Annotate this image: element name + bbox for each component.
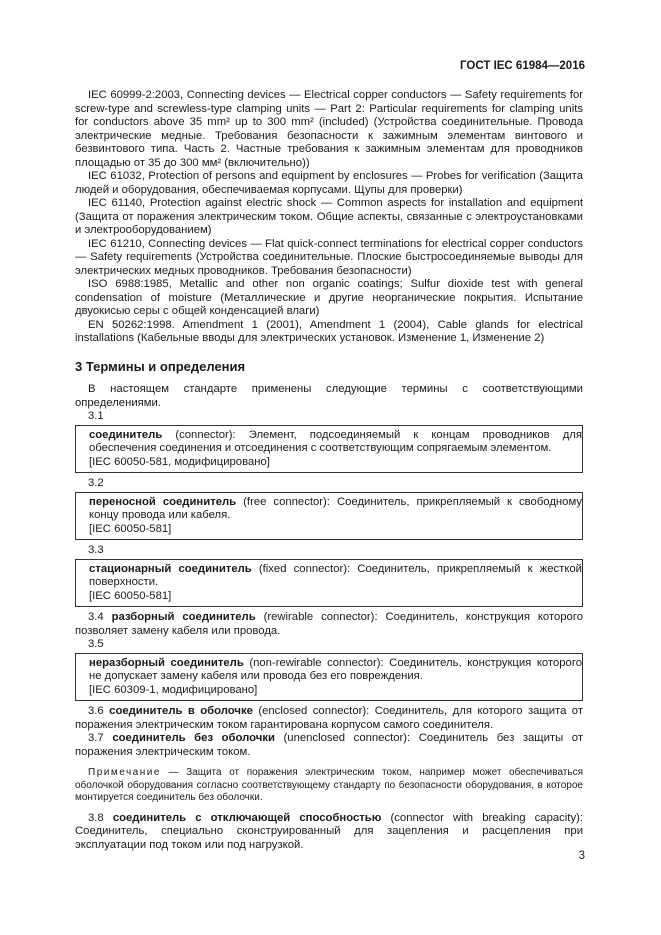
term-definition: (enclosed connector): Соединитель, для которого защита от поражения электрическим током гарантирована корпусом самого соединителя.: [75, 705, 583, 731]
term-name: стационарный соединитель: [89, 562, 252, 575]
term-number: 3.1: [88, 410, 104, 422]
term-number: 3.3: [88, 544, 104, 556]
term-number: 3.8: [88, 811, 104, 824]
term-definition: (connector with breaking capacity): Соединитель, специально сконструированный для зацепления и расцепления при эксплуатации под током или под нагрузкой.: [75, 811, 583, 851]
term-box: [75, 653, 583, 702]
page-number: 3: [578, 850, 585, 862]
term-name: разборный соединитель: [111, 611, 256, 623]
term-name: переносной соединитель: [89, 495, 237, 508]
document-header: ГОСТ IEC 61984—2016: [460, 60, 585, 72]
term-box: [75, 492, 583, 541]
term-entry: [75, 732, 583, 759]
term-number: 3.6: [88, 705, 104, 717]
term-name: соединитель в оболочке: [109, 705, 253, 717]
term-box: [75, 425, 583, 474]
term-number: 3.4: [88, 611, 104, 623]
term-definition: (free connector): Соединитель, прикрепляемый к свободному концу провода или кабеля.: [89, 495, 582, 521]
term-entry: [75, 611, 583, 638]
term-definition: (unenclosed connector): Соединитель без защиты от поражения электрическим током.: [75, 732, 583, 758]
reference-item: ISO 6988:1985, Metallic and other non organic coatings; Sulfur dioxide test with general condensation of moisture (Металлические и другие неорганические покрытия. Испытание двуокисью серы с общей конденсацией влаги): [75, 278, 583, 317]
reference-item: IEC 61210, Connecting devices — Flat quick-connect terminations for electrical copper conductors — Safety requirements (Устройства соединительные. Плоские быстросоединяемые выводы для электрических медных проводников. Требования безопасности): [75, 237, 583, 277]
term-box: [75, 559, 583, 608]
term-name: соединитель: [89, 428, 163, 441]
reference-item: IEC 61032, Protection of persons and equipment by enclosures — Probes for verification (Защита людей и оборудования, обеспечиваемая корпусами. Щупы для проверки): [75, 170, 583, 196]
term-number: 3.5: [88, 638, 104, 650]
references-list: [75, 89, 583, 346]
term-entry: [75, 705, 583, 732]
page-content: [75, 89, 583, 852]
term-source: [IEC 60050-581]: [89, 522, 172, 535]
term-name: неразборный соединитель: [89, 656, 244, 669]
term-definition: (connector): Элемент, подсоединяемый к концам проводников для обеспечения соединения и отсоединения с соответствующим сопрягаемым элементом.: [89, 428, 582, 454]
term-number: 3.7: [88, 732, 104, 744]
term-source: [IEC 60050-581]: [89, 589, 172, 602]
note: [75, 767, 583, 805]
term-definition: (rewirable connector): Соединитель, конструкция которого позволяет замену кабеля или провода.: [75, 611, 583, 637]
reference-item: EN 50262:1998. Amendment 1 (2001), Amendment 1 (2004), Cable glands for electrical installations (Кабельные вводы для электрических установок. Изменение 1, Изменение 2): [75, 318, 583, 344]
note-text: — Защита от поражения электрическим током, например может обеспечиваться оболочкой оборудования согласно соответствующему стандарту по безопасности оборудования, в которое монтируется соединитель без оболочки.: [75, 767, 583, 803]
term-source: [IEC 60309-1, модифицировано]: [89, 683, 258, 696]
term-definition: (non-rewirable connector): Соединитель, конструкция которого не допускает замену кабеля или провода без его повреждения.: [89, 656, 582, 682]
term-name: соединитель без оболочки: [112, 732, 275, 744]
term-number: 3.2: [88, 477, 104, 489]
term-definition: (fixed connector): Соединитель, прикрепляемый к жесткой поверхности.: [89, 562, 582, 588]
section-title: 3 Термины и определения: [75, 358, 246, 374]
note-label: Примечание: [88, 767, 161, 778]
term-entry: [75, 812, 583, 853]
reference-item: IEC 60999-2:2003, Connecting devices — Electrical copper conductors — Safety requirements for screw-type and screwless-type clamping units — Part 2: Particular requirements for clamping units for conductors above 35 mm² up to 300 mm² (included) (Устройства соединительные. Провода электрические медные. Требования безопасности к зажимным элементам винтового и безвинтового типа. Часть 2. Частные требования к зажимным элементам для проводников площадью от 35 до 300 мм² (включительно)): [75, 89, 583, 169]
term-name: соединитель с отключающей способностью: [112, 811, 382, 824]
section-intro: В настоящем стандарте применены следующие термины с соответствующими определениями.: [75, 383, 583, 409]
reference-item: IEC 61140, Protection against electric shock — Common aspects for installation and equipment (Защита от поражения электрическим током. Общие аспекты, связанные с электроустановками и электрооборудованием): [75, 197, 583, 236]
term-source: [IEC 60050-581, модифицировано]: [89, 455, 270, 468]
